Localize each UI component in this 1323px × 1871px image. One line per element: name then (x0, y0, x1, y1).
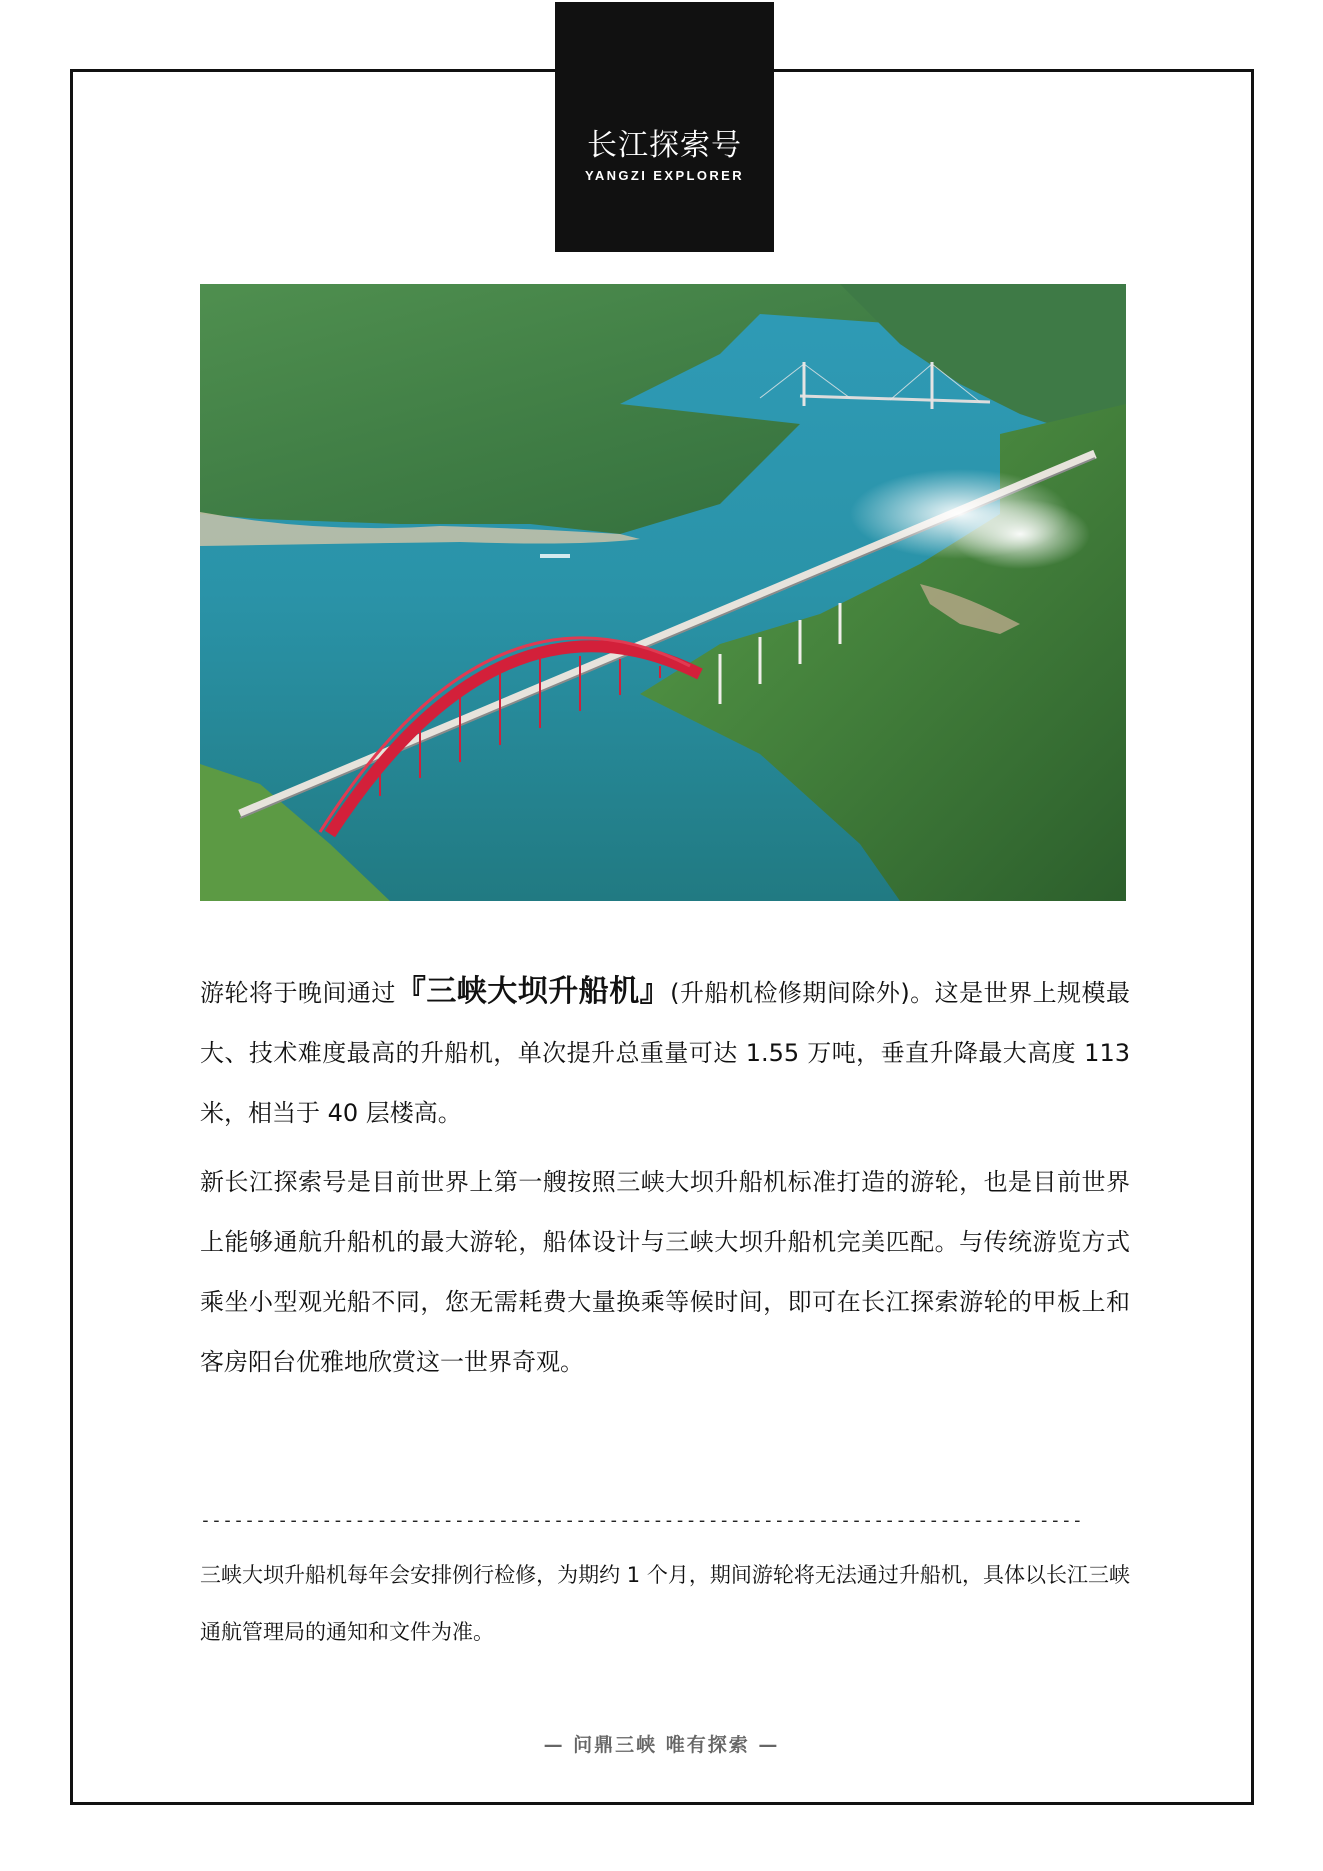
brand-logo (555, 2, 774, 252)
bridge-photo (200, 284, 1126, 901)
boat (540, 554, 570, 558)
maintenance-note: 三峡大坝升船机每年会安排例行检修，为期约 1 个月，期间游轮将无法通过升船机，具体以长江三峡通航管理局的通知和文件为准。 (200, 1563, 1130, 1644)
brand-name-en: YANGZI EXPLORER (584, 168, 745, 183)
p1-after: (升船机检修期间除外)。这是世界上规模最大、技术难度最高的升船机，单次提升总重量可达 1.55 万吨，垂直升降最大高度 113 米，相当于 40 层楼高。 (200, 979, 1131, 1127)
article-paragraph-2: 新长江探索号是目前世界上第一艘按照三峡大坝升船机标准打造的游轮，也是目前世界上能够通航升船机的最大游轮，船体设计与三峡大坝升船机完美匹配。与传统游览方式乘坐小型观光船不同，您无需耗费大量换乘等候时间，即可在长江探索游轮的甲板上和客房阳台优雅地欣赏这一世界奇观。 (200, 1168, 1130, 1376)
ship-lift-highlight: 『三峡大坝升船机』 (395, 974, 671, 1009)
article-paragraph-1 (200, 962, 1130, 1143)
divider: -------------------------------------------------------------------------------- (200, 1510, 1083, 1531)
p1-before: 游轮将于晚间通过 (200, 979, 396, 1007)
brand-name-cn: 长江探索号 (587, 128, 742, 163)
slogan: — 问鼎三峡 唯有探索 — (543, 1734, 780, 1756)
